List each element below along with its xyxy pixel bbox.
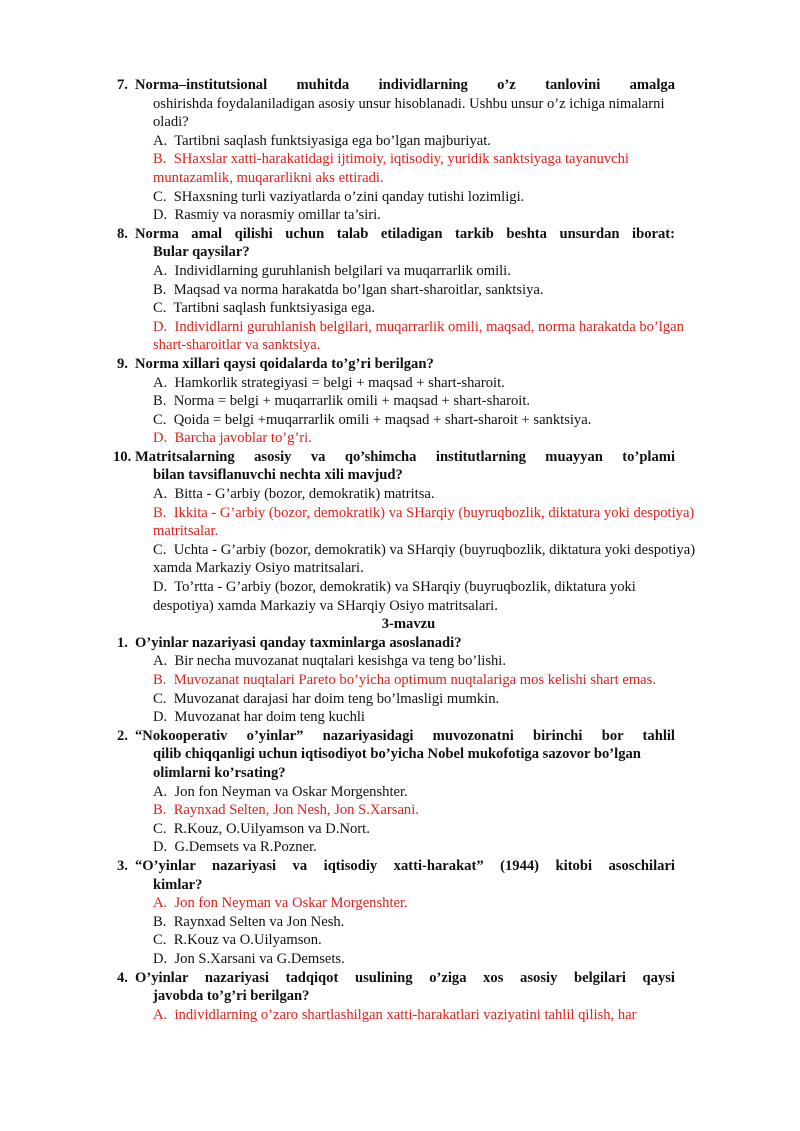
answer-option <box>153 188 700 207</box>
question-heading <box>117 225 717 262</box>
option-text: individlarning o’zaro shartlashilgan xatti-harakatlari vaziyatini tahlil qilish, har <box>174 1006 637 1023</box>
question-text-continuation: Bular qaysilar? <box>153 244 250 261</box>
option-letter: D. <box>153 839 175 856</box>
answer-options <box>153 132 700 225</box>
option-text: SHaxslar xatti-harakatidagi ijtimoiy, iqtisodiy, yuridik sanktsiyaga tayanuvchi muntazamlik, muqararlikni aks ettiradi. <box>153 151 629 186</box>
option-letter: B. <box>153 504 174 521</box>
question-text-line: Norma amal qilishi uchun talab etiladigan tarkib beshta unsurdan iborat: <box>135 225 675 242</box>
answer-option <box>153 206 700 225</box>
question-text-line: “O’yinlar nazariyasi va iqtisodiy xatti-harakat” (1944) kitobi asoschilari <box>135 857 675 874</box>
question-block <box>117 355 717 448</box>
answer-option <box>153 950 700 969</box>
question-heading <box>117 727 717 783</box>
option-letter: A. <box>153 132 175 149</box>
option-text: Uchta - G’arbiy (bozor, demokratik) va SHarqiy (buyruqbozlik, diktatura yoki despotiya) xamda Markaziy Osiyo matritsalari. <box>153 541 696 577</box>
option-text: Individlarning guruhlanish belgilari va muqarrarlik omili. <box>174 262 511 279</box>
question-number: 4. <box>117 969 128 986</box>
option-text: Jon fon Neyman va Oskar Morgenshter. <box>174 783 408 800</box>
answer-option <box>153 299 700 318</box>
question-block <box>117 969 717 1025</box>
option-text: Norma = belgi + muqarrarlik omili + maqsad + shart-sharoit. <box>173 393 531 410</box>
answer-option-correct <box>153 318 700 355</box>
question-heading <box>113 448 717 485</box>
answer-options <box>153 1006 700 1025</box>
option-letter: C. <box>153 411 174 428</box>
option-letter: C. <box>153 300 174 317</box>
section-heading: 3-mavzu <box>381 616 436 633</box>
question-text <box>135 727 675 783</box>
option-text: Jon fon Neyman va Oskar Morgenshter. <box>174 895 408 912</box>
question-text <box>135 969 675 1006</box>
option-letter: C. <box>153 690 174 707</box>
question-block <box>117 76 717 225</box>
answer-option-correct <box>153 1006 700 1025</box>
option-letter: A. <box>153 895 175 912</box>
option-text: Rasmiy va norasmiy omillar ta’siri. <box>174 207 381 224</box>
option-text: Muvozanat har doim teng kuchli <box>174 709 365 726</box>
option-text: Raynxad Selten va Jon Nesh. <box>173 913 345 930</box>
option-letter: A. <box>153 1006 175 1023</box>
question-block <box>117 727 717 857</box>
question-heading <box>117 355 717 374</box>
question-block <box>113 448 717 615</box>
option-text: Raynxad Selten, Jon Nesh, Jon S.Xarsani. <box>173 802 419 819</box>
option-text: Barcha javoblar to’g’ri. <box>174 430 312 447</box>
answer-options <box>153 783 700 857</box>
option-text: Ikkita - G’arbiy (bozor, demokratik) va SHarqiy (buyruqbozlik, diktatura yoki despotiya) matritsalar. <box>153 504 695 540</box>
answer-option <box>153 132 700 151</box>
question-text-line: Matritsalarning asosiy va qo’shimcha institutlarning muayyan to’plami <box>135 448 675 465</box>
option-text: Jon S.Xarsani va G.Demsets. <box>174 950 345 967</box>
option-text: Bitta - G’arbiy (bozor, demokratik) matritsa. <box>174 486 435 503</box>
option-text: SHaxsning turli vaziyatlarda o’zini qanday tutishi lozimligi. <box>173 188 525 205</box>
answer-options <box>153 652 700 726</box>
answer-option-correct <box>153 150 700 187</box>
option-letter: B. <box>153 281 174 298</box>
option-letter: D. <box>153 950 175 967</box>
question-heading <box>117 969 717 1006</box>
question-number: 10. <box>113 448 132 465</box>
answer-option <box>153 281 700 300</box>
question-number: 8. <box>117 225 128 242</box>
option-text: Maqsad va norma harakatda bo’lgan shart-sharoitlar, sanktsiya. <box>173 281 544 298</box>
option-letter: A. <box>153 374 175 391</box>
option-letter: D. <box>153 430 175 447</box>
answer-option <box>153 541 700 578</box>
question-text-line: O’yinlar nazariyasi qanday taxminlarga asoslanadi? <box>135 634 462 651</box>
option-text: Bir necha muvozanat nuqtalari kesishga va teng bo’lishi. <box>174 653 507 670</box>
answer-option <box>153 411 700 430</box>
answer-options <box>153 262 700 355</box>
answer-option-correct <box>153 671 700 690</box>
question-number: 3. <box>117 857 128 874</box>
answer-option <box>153 485 700 504</box>
answer-option <box>153 578 700 615</box>
answer-option-correct <box>153 504 700 541</box>
question-text <box>135 634 675 653</box>
question-block <box>117 225 717 355</box>
option-letter: C. <box>153 932 174 949</box>
answer-option-correct <box>153 801 700 820</box>
option-text: Hamkorlik strategiyasi = belgi + maqsad + shart-sharoit. <box>174 374 505 391</box>
question-heading <box>117 634 717 653</box>
question-number: 2. <box>117 727 128 744</box>
question-text-line: Norma–institutsional muhitda individlarning o’z tanlovini amalga <box>135 77 675 93</box>
question-text <box>135 448 675 485</box>
question-number: 1. <box>117 634 128 651</box>
question-heading <box>117 76 717 132</box>
question-text-continuation: javobda to’g’ri berilgan? <box>153 988 310 1005</box>
answer-options <box>153 485 700 615</box>
answer-option <box>153 374 700 393</box>
question-number: 7. <box>117 77 128 93</box>
option-letter: B. <box>153 913 174 930</box>
question-text-line: Norma xillari qaysi qoidalarda to’g’ri berilgan? <box>135 355 434 372</box>
answer-options <box>153 374 700 448</box>
question-text-continuation: bilan tavsiflanuvchi nechta xili mavjud? <box>153 467 403 484</box>
answer-option <box>153 652 700 671</box>
question-text-continuation: qilib chiqqanligi uchun iqtisodiyot bo’yicha Nobel mukofotiga sazovor bo’lgan olimlarni ko’rsating? <box>153 746 641 781</box>
question-number: 9. <box>117 355 128 372</box>
option-text: Individlarni guruhlanish belgilari, muqarrarlik omili, maqsad, norma harakatda bo’lgan shart-sharoitlar va sanktsiya. <box>153 318 684 354</box>
question-text-continuation: oshirishda foydalaniladigan asosiy unsur hisoblanadi. Ushbu unsur o’z ichiga nimalarni oladi? <box>153 95 665 131</box>
question-text-continuation: kimlar? <box>153 876 203 893</box>
option-text: R.Kouz, O.Uilyamson va D.Nort. <box>173 820 370 837</box>
question-text <box>135 355 675 374</box>
option-letter: D. <box>153 318 175 335</box>
answer-option <box>153 783 700 802</box>
question-text-line: “Nokooperativ o’yinlar” nazariyasidagi muvozonatni birinchi bor tahlil <box>135 727 675 744</box>
question-heading <box>117 857 717 894</box>
option-text: Tartibni saqlash funktsiyasiga ega. <box>173 300 376 317</box>
option-letter: D. <box>153 207 175 224</box>
answer-option-correct <box>153 894 700 913</box>
option-letter: B. <box>153 151 174 168</box>
option-letter: B. <box>153 672 174 688</box>
option-letter: B. <box>153 802 174 819</box>
question-text <box>135 225 675 262</box>
option-letter: D. <box>153 579 175 596</box>
question-text-line: O’yinlar nazariyasi tadqiqot usulining o’ziga xos asosiy belgilari qaysi <box>135 969 675 986</box>
option-text: Muvozanat nuqtalari Pareto bo’yicha optimum nuqtalariga mos kelishi shart emas. <box>173 672 656 688</box>
answer-options <box>153 894 700 968</box>
answer-option <box>153 838 700 857</box>
answer-option <box>153 262 700 281</box>
question-block <box>117 857 717 969</box>
option-letter: A. <box>153 262 175 279</box>
option-letter: D. <box>153 709 175 726</box>
answer-option <box>153 690 700 709</box>
option-text: Qoida = belgi +muqarrarlik omili + maqsad + shart-sharoit + sanktsiya. <box>173 411 592 428</box>
option-letter: A. <box>153 783 175 800</box>
answer-option <box>153 931 700 950</box>
option-text: R.Kouz va O.Uilyamson. <box>173 932 322 949</box>
option-letter: C. <box>153 188 174 205</box>
option-letter: B. <box>153 393 174 410</box>
option-letter: A. <box>153 653 175 670</box>
answer-option <box>153 913 700 932</box>
question-text <box>135 76 675 132</box>
option-text: To’rtta - G’arbiy (bozor, demokratik) va SHarqiy (buyruqbozlik, diktatura yoki despotiya) xamda Markaziy va SHarqiy Osiyo matritsalari. <box>153 579 636 614</box>
question-text <box>135 857 675 894</box>
option-text: Muvozanat darajasi har doim teng bo’lmasligi mumkin. <box>173 690 500 707</box>
option-text: G.Demsets va R.Pozner. <box>174 839 317 856</box>
option-letter: C. <box>153 820 174 837</box>
answer-option-correct <box>153 429 700 448</box>
answer-option <box>153 820 700 839</box>
answer-option <box>153 392 700 411</box>
option-text: Tartibni saqlash funktsiyasiga ega bo’lgan majburiyat. <box>174 132 491 149</box>
option-letter: C. <box>153 541 174 558</box>
question-block <box>117 634 717 727</box>
option-letter: A. <box>153 486 175 503</box>
answer-option <box>153 708 700 727</box>
